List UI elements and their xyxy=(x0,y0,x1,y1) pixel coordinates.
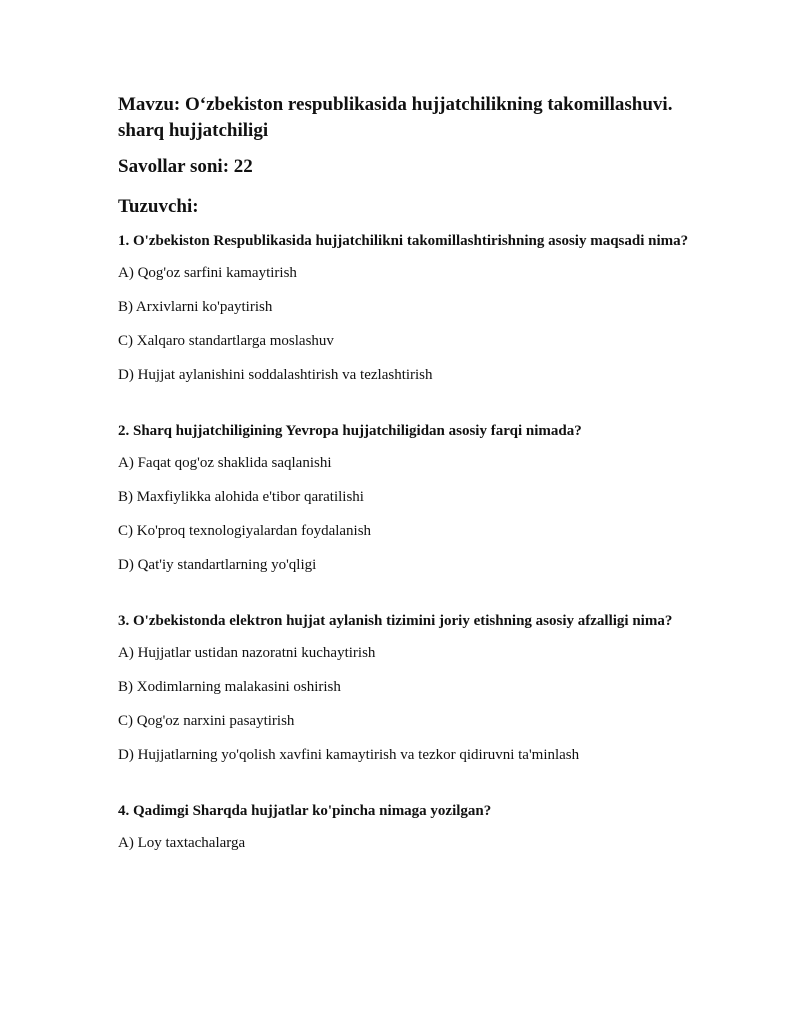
answer-option: B) Arxivlarni ko'paytirish xyxy=(118,299,273,315)
answer-option: C) Xalqaro standartlarga moslashuv xyxy=(118,333,334,349)
answer-option: D) Qat'iy standartlarning yo'qligi xyxy=(118,557,317,573)
document-page xyxy=(118,92,698,888)
answer-option: D) Hujjatlarning yo'qolish xavfini kamaytirish va tezkor qidiruvni ta'minlash xyxy=(118,747,580,763)
answer-option: C) Ko'proq texnologiyalardan foydalanish xyxy=(118,523,372,539)
question-count: Savollar soni: 22 xyxy=(118,156,253,177)
document-title: Mavzu: O‘zbekiston respublikasida hujjatchilikning takomillashuvi. sharq hujjatchiligi xyxy=(118,94,673,141)
answer-option: D) Hujjat aylanishini soddalashtirish va tezlashtirish xyxy=(118,367,433,383)
answer-option: A) Loy taxtachalarga xyxy=(118,835,246,851)
question-block xyxy=(118,610,698,766)
question-block xyxy=(118,420,698,576)
question-block xyxy=(118,800,698,854)
author-label: Tuzuvchi: xyxy=(118,196,199,217)
question-text: 3. O'zbekistonda elektron hujjat aylanish tizimini joriy etishning asosiy afzalligi nima? xyxy=(118,613,673,629)
question-block xyxy=(118,230,698,386)
answer-option: A) Faqat qog'oz shaklida saqlanishi xyxy=(118,455,332,471)
answer-option: C) Qog'oz narxini pasaytirish xyxy=(118,713,295,729)
question-text: 1. O'zbekiston Respublikasida hujjatchilikni takomillashtirishning asosiy maqsadi nima? xyxy=(118,233,689,249)
answer-option: A) Hujjatlar ustidan nazoratni kuchaytirish xyxy=(118,645,376,661)
question-text: 4. Qadimgi Sharqda hujjatlar ko'pincha nimaga yozilgan? xyxy=(118,803,492,819)
answer-option: B) Xodimlarning malakasini oshirish xyxy=(118,679,341,695)
answer-option: B) Maxfiylikka alohida e'tibor qaratilishi xyxy=(118,489,364,505)
answer-option: A) Qog'oz sarfini kamaytirish xyxy=(118,265,297,281)
question-text: 2. Sharq hujjatchiligining Yevropa hujjatchiligidan asosiy farqi nimada? xyxy=(118,423,582,439)
